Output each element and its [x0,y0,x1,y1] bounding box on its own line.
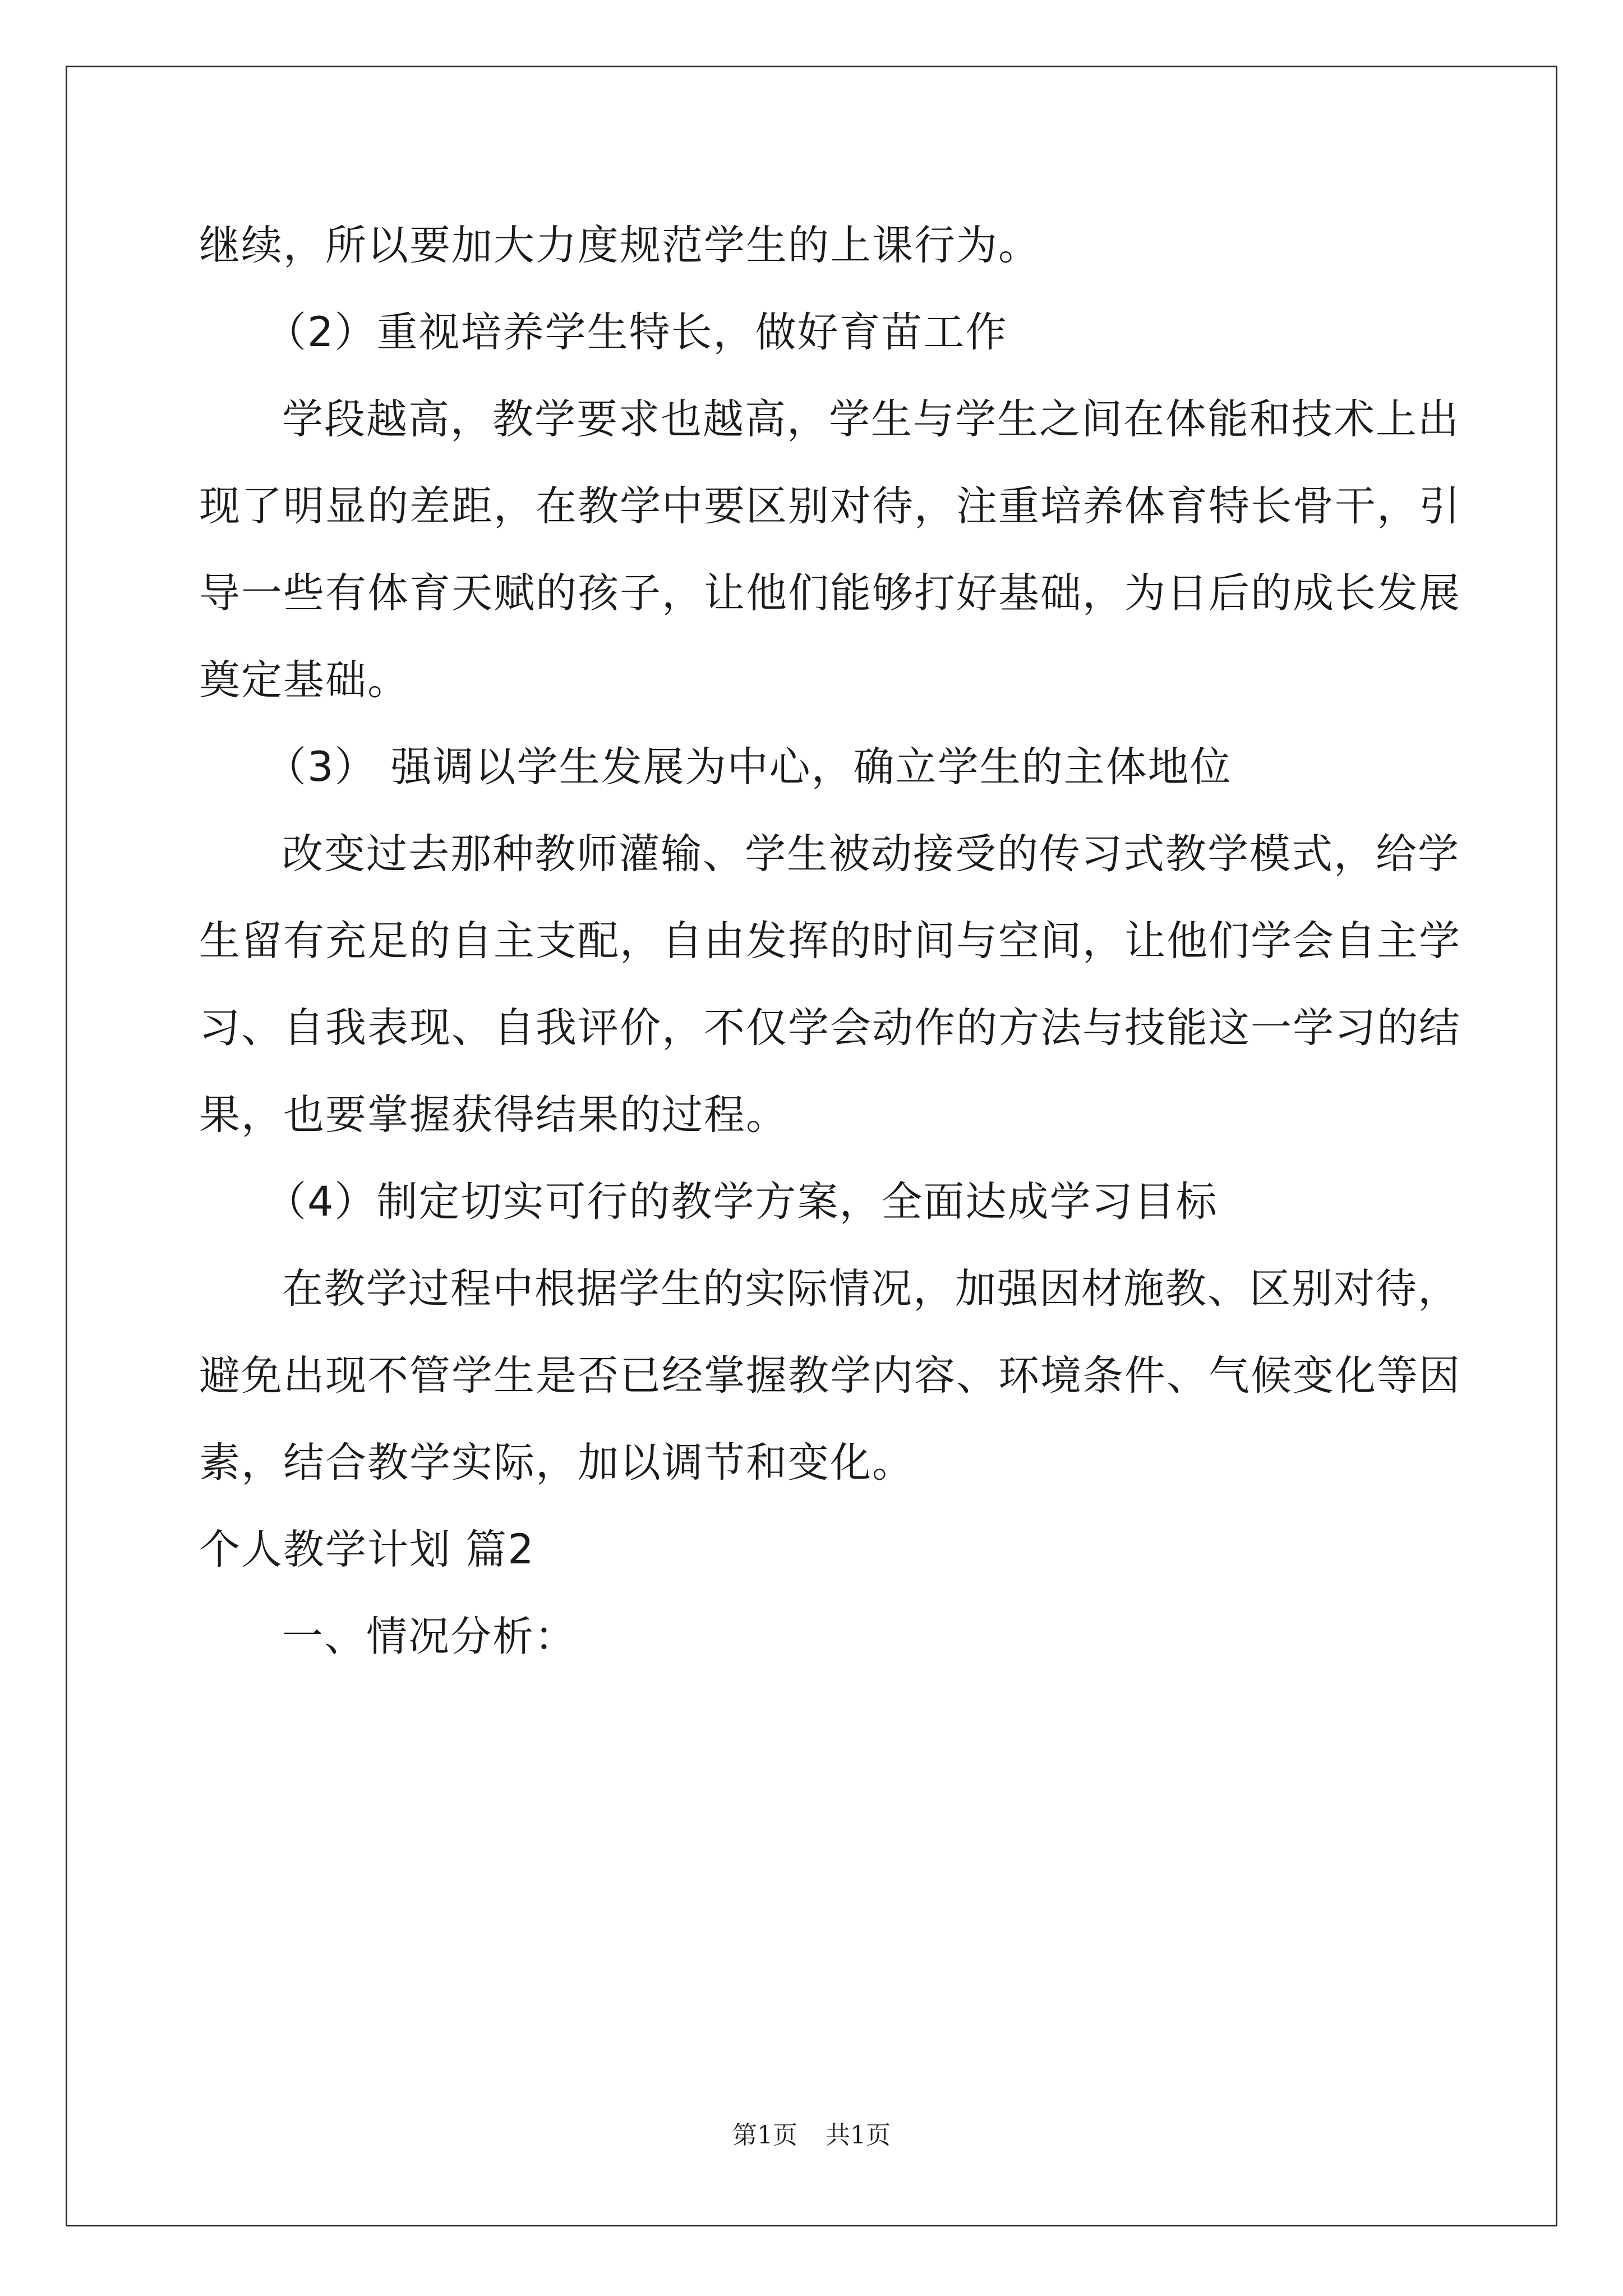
section-heading: （4）制定切实可行的教学方案，全面达成学习目标 [265,1178,1218,1226]
text-line: 导一些有体育天赋的孩子，让他们能够打好基础，为日后的成长发展 [199,569,1461,617]
text-line: 在教学过程中根据学生的实际情况，加强因材施教、区别对待， [282,1265,1460,1313]
text-line: 继续，所以要加大力度规范学生的上课行为。 [199,222,1040,269]
text-line: 果，也要掌握获得结果的过程。 [199,1091,788,1139]
text-line: 素，结合教学实际，加以调节和变化。 [199,1439,914,1487]
text-line: 学段越高，教学要求也越高，学生与学生之间在体能和技术上出 [282,395,1460,443]
page-total: 共1页 [826,2121,891,2150]
text-line: 生留有充足的自主支配，自由发挥的时间与空间，让他们学会自主学 [199,917,1461,965]
text-line: 奠定基础。 [199,656,409,704]
section-heading: （3） 强调以学生发展为中心，确立学生的主体地位 [265,743,1232,791]
section-heading: （2）重视培养学生特长，做好育苗工作 [265,309,1008,356]
page-footer [0,2115,1623,2151]
document-body [199,202,1461,1680]
text-line: 改变过去那种教师灌输、学生被动接受的传习式教学模式，给学 [282,830,1460,878]
document-subtitle: 个人教学计划 篇2 [199,1526,535,1573]
text-line: 习、自我表现、自我评价，不仅学会动作的方法与技能这一学习的结 [199,1004,1461,1052]
text-line: 避免出现不管学生是否已经掌握教学内容、环境条件、气候变化等因 [199,1352,1461,1400]
page-number: 第1页 [732,2121,797,2150]
section-heading: 一、情况分析： [282,1613,577,1660]
text-line: 现了明显的差距，在教学中要区别对待，注重培养体育特长骨干，引 [199,482,1461,530]
